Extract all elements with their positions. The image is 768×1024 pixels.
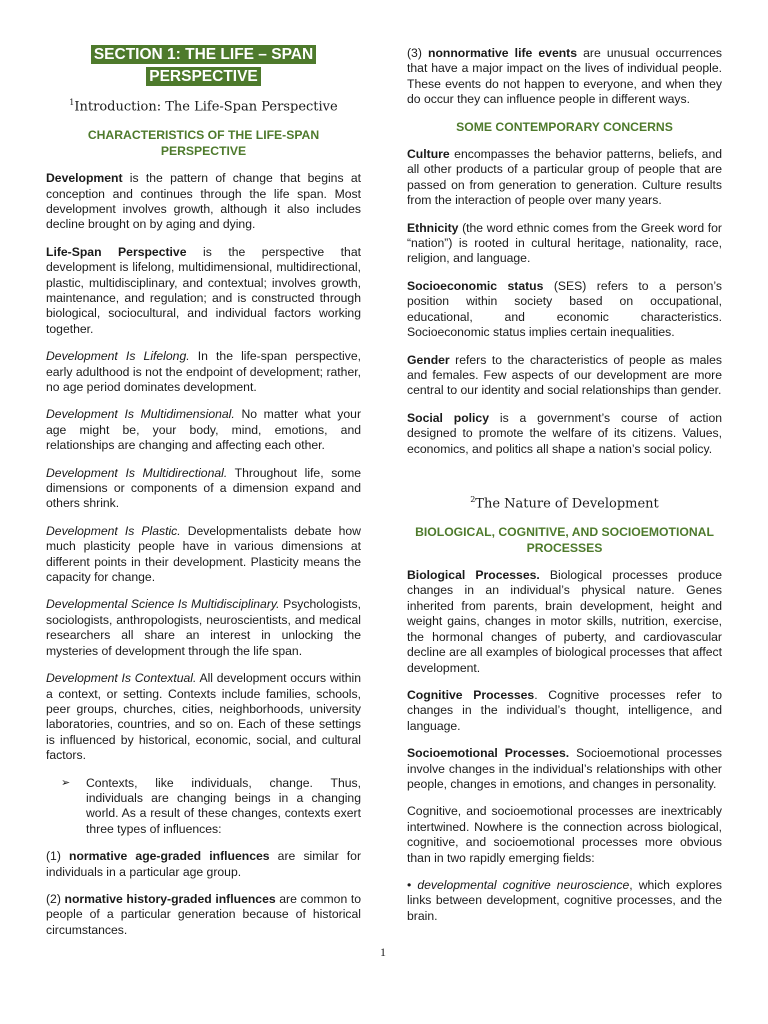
influence-1 <box>46 849 361 880</box>
term: Development Is Contextual. <box>46 671 197 686</box>
characteristics-subheading: CHARACTERISTICS OF THE LIFE-SPAN PERSPECTIVE <box>87 128 320 158</box>
text: , which explores links between development, cognitive processes, and the brain. <box>407 877 723 923</box>
term: Socioemotional Processes. <box>407 746 570 761</box>
paragraph-cognitive <box>407 688 722 734</box>
num: (1) <box>46 849 70 864</box>
term: Development Is Lifelong. <box>46 349 190 364</box>
text: are similar for individuals in a particular age group. <box>46 849 362 879</box>
bullet-contexts <box>46 776 361 838</box>
paragraph-socioemotional <box>407 746 722 792</box>
section-title <box>46 44 361 88</box>
paragraph-lifelong <box>46 349 361 395</box>
paragraph-life-span-perspective <box>46 245 361 337</box>
intro-title: Introduction: The Life-Span Perspective <box>74 99 338 115</box>
text: (SES) refers to a person’s position within society based on occupational, educational, and economic characteristics. Socioeconomic status implies certain inequalities. <box>407 278 722 340</box>
paragraph-contextual <box>46 671 361 763</box>
term: Ethnicity <box>407 220 459 235</box>
paragraph-multidisciplinary <box>46 597 361 659</box>
num: (2) <box>46 891 65 906</box>
left-column <box>46 40 361 938</box>
influence-3 <box>407 46 722 108</box>
processes-subheading: BIOLOGICAL, COGNITIVE, AND SOCIOEMOTIONAL PROCESSES <box>415 525 714 555</box>
term: Gender <box>407 352 450 367</box>
text: encompasses the behavior patterns, beliefs, and all other products of a particular group of people that are passed on from generation to generation. Culture results from the interaction of people over many years. <box>407 147 722 208</box>
text: are unusual occurrences that have a major impact on the lives of individual people. These events do not happen to everyone, and when they do occur they can influence people in different ways. <box>407 46 723 107</box>
section-title-line1: SECTION 1: THE LIFE – SPAN <box>91 45 316 64</box>
term: Social policy <box>407 410 489 425</box>
term: Development Is Multidirectional. <box>46 465 228 480</box>
term: Development Is Plastic. <box>46 523 181 538</box>
paragraph-multidirectional <box>46 466 361 512</box>
text: Socioemotional processes involve changes in the individual’s relationships with other people, changes in emotions, and changes in personality. <box>407 746 723 791</box>
term: Biological Processes. <box>407 568 540 583</box>
term: Development Is Multidimensional. <box>46 407 235 422</box>
paragraph-development <box>46 171 361 233</box>
text: are common to people of a particular generation because of historical circumstances. <box>46 891 362 937</box>
paragraph-multidimensional <box>46 407 361 453</box>
text: . Cognitive processes refer to changes in the individual’s thought, intelligence, and language. <box>407 687 722 733</box>
text: All development occurs within a context, or setting. Contexts include families, schools, peer groups, churches, cities, neighborhoods, university laboratories, countries, and so on. Each of these settings is influenced by historical, economic, social, and cultural factors. <box>46 671 361 763</box>
paragraph-intertwined: Cognitive, and socioemotional processes are inextricably intertwined. Nowhere is the connection across biological, cognitive, and socioemotional processes more obvious than in two rapidly emerging fields: <box>407 804 722 865</box>
bullet-text: Contexts, like individuals, change. Thus, individuals are changing beings in a changing world. As a result of these changes, contexts exert three types of influences: <box>86 775 361 836</box>
text: is a government’s course of action designed to promote the welfare of its citizens. Values, economics, and politics all shape a nation’s social policy. <box>407 410 722 456</box>
text: refers to the characteristics of people as males and females. Few aspects of our development are more central to our identity and social relationships than gender. <box>407 352 722 398</box>
influence-2 <box>46 892 361 938</box>
text: No matter what your age might be, your body, mind, emotions, and relationships are changing and affecting each other. <box>46 407 362 453</box>
term: normative history-graded influences <box>64 891 276 906</box>
paragraph-ethnicity <box>407 221 722 267</box>
bullet-dot-icon: • <box>407 877 418 892</box>
text: is the pattern of change that begins at conception and continues through the life span. Most development involves growth, although it also includes decline brought on by aging and dying. <box>46 171 361 232</box>
term: normative age-graded influences <box>69 849 270 864</box>
text: (the word ethnic comes from the Greek word for “nation”) is rooted in cultural heritage, nationality, race, religion, and language. <box>407 220 722 266</box>
text: Throughout life, some dimensions or components of a dimension expand and others shrink. <box>46 465 362 511</box>
paragraph-ses <box>407 279 722 341</box>
paragraph-culture <box>407 147 722 209</box>
text: Biological processes produce changes in an individual’s physical nature. Genes inherited from parents, brain development, height and weight gains, changes in motor skills, nutrition, exercise, the hormonal changes of puberty, and cardiovascular decline are all examples of biological processes that affect development. <box>407 568 722 675</box>
intro-number: 1 <box>69 98 75 107</box>
paragraph-gender <box>407 353 722 399</box>
paragraph-biological <box>407 568 722 676</box>
text: In the life-span perspective, early adulthood is not the endpoint of development; rather, no age period dominates development. <box>46 349 361 395</box>
nature-heading <box>407 495 722 511</box>
term: nonnormative life events <box>428 46 578 60</box>
right-column <box>407 46 722 924</box>
paragraph-social-policy <box>407 411 722 457</box>
text: Developmentalists debate how much plasticity people have in various dimensions at different points in their development. Plasticity means the capacity for change. <box>46 523 361 585</box>
text: Psychologists, sociologists, anthropologists, neuroscientists, and medical researchers all share an interest in unlocking the mysteries of development through the life span. <box>46 597 361 658</box>
intro-heading <box>46 98 361 114</box>
term: Culture <box>407 147 450 162</box>
paragraph-plastic <box>46 524 361 586</box>
bullet-neuroscience <box>407 878 722 924</box>
nature-number: 2 <box>470 494 476 504</box>
term: Socioeconomic status <box>407 278 544 293</box>
term: Cognitive Processes <box>407 687 535 702</box>
term: Developmental Science Is Multidisciplinary. <box>46 597 280 612</box>
page-number: 1 <box>380 945 386 959</box>
concerns-subheading: SOME CONTEMPORARY CONCERNS <box>456 119 673 134</box>
section-title-line2: PERSPECTIVE <box>146 67 261 86</box>
term: Development <box>46 171 123 186</box>
arrow-bullet-icon: ➢ <box>61 776 71 789</box>
term: Life-Span Perspective <box>46 244 187 259</box>
num: (3) <box>407 46 428 60</box>
term: developmental cognitive neuroscience <box>417 877 630 892</box>
nature-title: The Nature of Development <box>475 496 659 512</box>
text: is the perspective that development is lifelong, multidimensional, multidirectional, plastic, multidisciplinary, and contextual; involves growth, maintenance, and regulation; and is constructed through biological, sociocultural, and individual factors working together. <box>46 244 361 336</box>
